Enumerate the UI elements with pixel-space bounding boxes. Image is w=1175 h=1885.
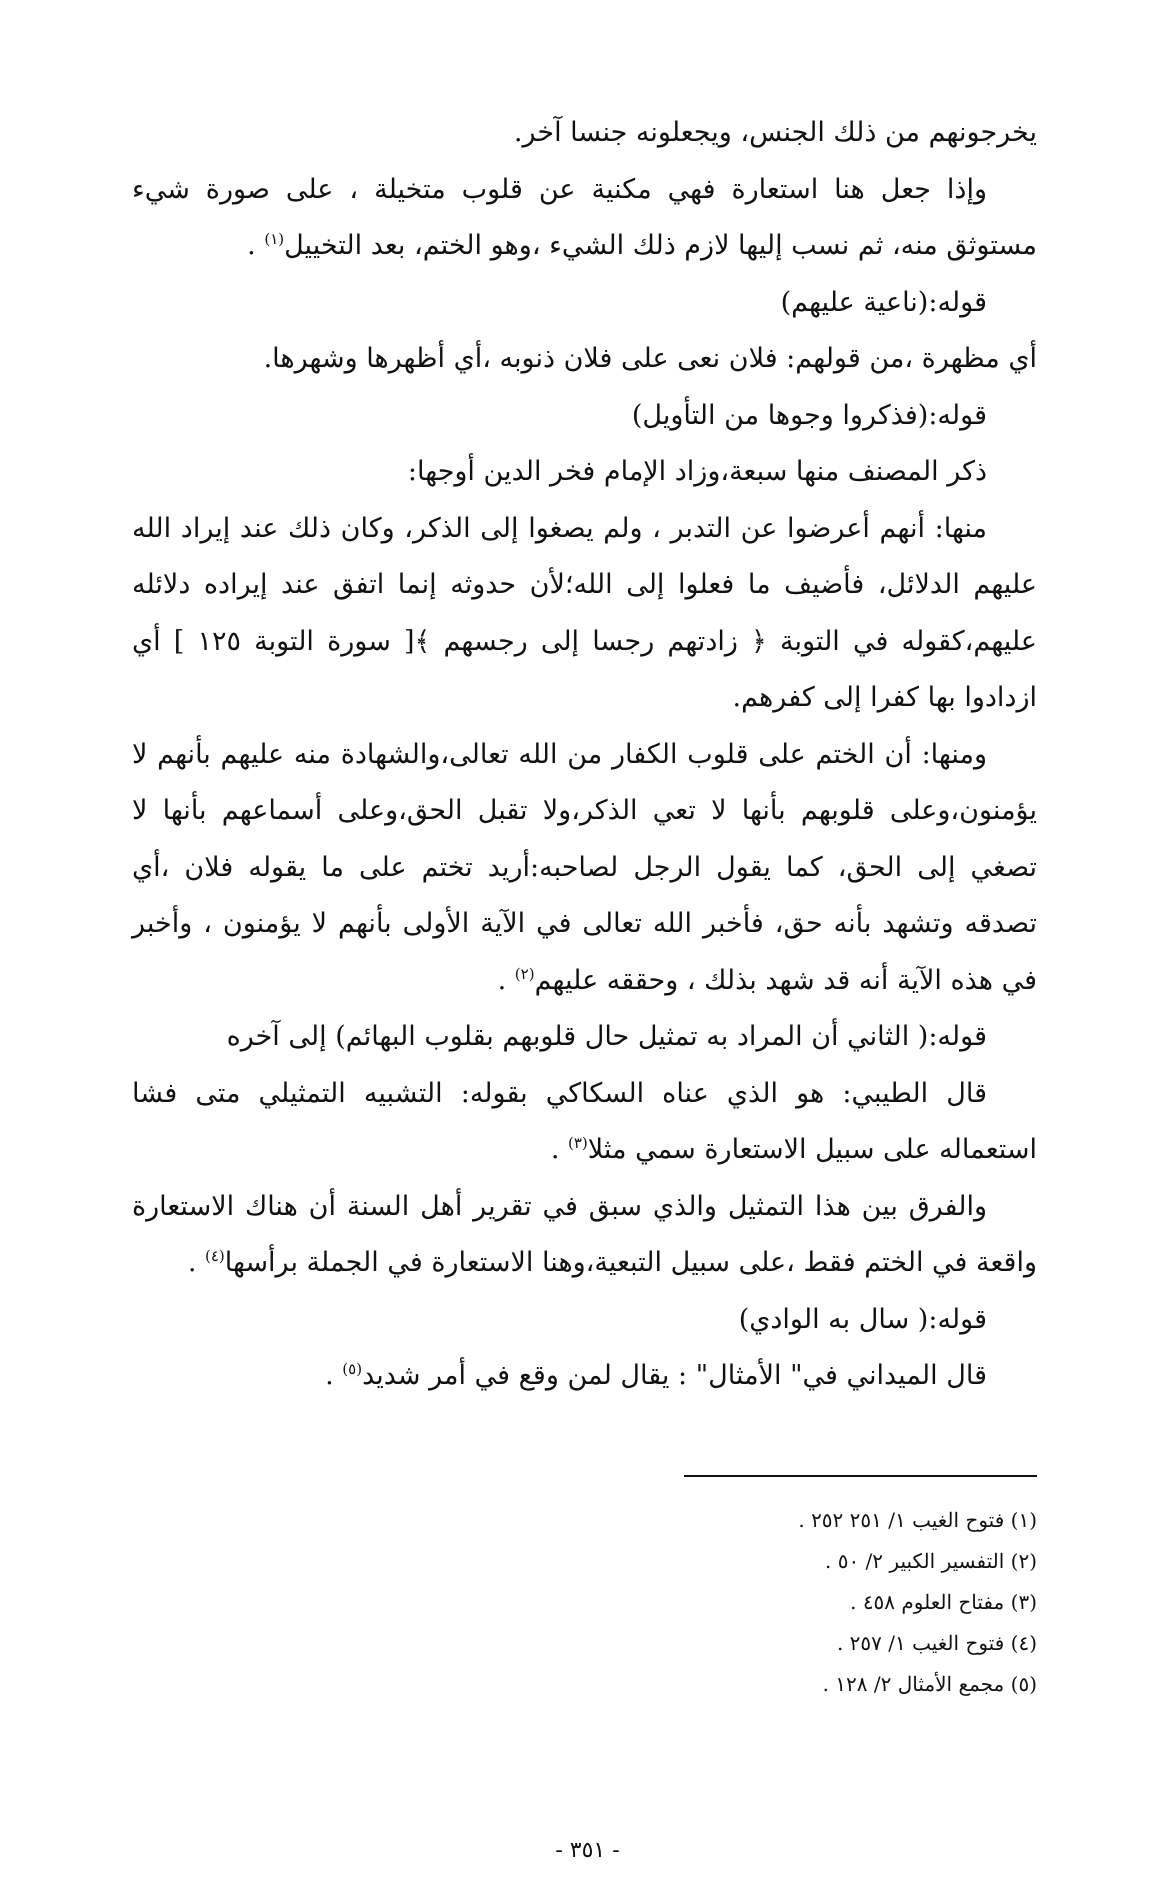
footnote-item: (١) فتوح الغيب ١/ ٢٥١ ٢٥٢ . [798, 1508, 1037, 1532]
footnote-item: (٤) فتوح الغيب ١/ ٢٥٧ . [836, 1631, 1037, 1655]
page-number: - ٣٥١ - [555, 1838, 620, 1863]
period: . [497, 964, 515, 996]
paragraph [132, 501, 1037, 727]
paragraph [132, 162, 1037, 275]
footnote-ref: (٣) [567, 1134, 588, 1152]
paragraph-text: أي مظهرة ،من قولهم: فلان نعى على فلان ذنوبه ،أي أظهرها وشهرها. [263, 343, 1037, 374]
main-text [132, 105, 1037, 1405]
period: . [247, 230, 265, 261]
footnote-ref: (٥) [342, 1360, 363, 1378]
paragraph [132, 1348, 1037, 1405]
period: . [550, 1134, 568, 1165]
footnote-ref: (٢) [514, 964, 535, 983]
period: . [187, 1247, 205, 1278]
paragraph-text: ومنها: أن الختم على قلوب الكفار من الله تعالى،والشهادة منه عليهم بأنهم لا يؤمنون،وعلى قلوبهم بأنها لا تعي الذكر،ولا تقبل الحق،وعلى أسماعهم بأنها لا تصغي إلى الحق، كما يقول الرجل لصاحبه:أريد تختم على ما يقوله فلان ،أي تصدقه وتشهد بأنه حق، فأخبر الله تعالى في الآية الأولى بأنهم لا يؤمنون ، وأخبر في هذه الآية أنه قد شهد بذلك ، وحققه عليهم [132, 738, 1037, 996]
paragraph-text: قوله:(فذكروا وجوها من التأويل) [631, 399, 987, 431]
quote-heading [132, 275, 1037, 332]
paragraph-text: قال الميداني في" الأمثال" : يقال لمن وقع في أمر شديد [362, 1360, 987, 1391]
period: . [325, 1360, 343, 1391]
footnote-divider [684, 1475, 1037, 1477]
paragraph [132, 331, 1037, 388]
paragraph-text: قوله:( الثاني أن المراد به تمثيل حال قلوبهم بقلوب البهائم) إلى آخره [226, 1021, 987, 1052]
paragraph [132, 727, 1037, 1010]
paragraph [132, 1066, 1037, 1179]
paragraph [132, 1179, 1037, 1292]
footnotes [437, 1500, 1037, 1705]
paragraph-text: قال الطيبي: هو الذي عناه السكاكي بقوله: التشبيه التمثيلي متى فشا استعماله على سبيل الاستعارة سمي مثلا [132, 1077, 1037, 1165]
quote-heading [132, 1292, 1037, 1349]
footnote-item: (٥) مجمع الأمثال ٢/ ١٢٨ . [822, 1672, 1037, 1696]
footnote-ref: (٤) [204, 1247, 225, 1265]
paragraph-text: والفرق بين هذا التمثيل والذي سبق في تقرير أهل السنة أن هناك الاستعارة واقعة في الختم فقط ،على سبيل التبعية،وهنا الاستعارة في الجملة برأسها [132, 1190, 1037, 1278]
footnote-item: (٣) مفتاح العلوم ٤٥٨ . [850, 1590, 1037, 1614]
paragraph [132, 105, 1037, 162]
paragraph-text: وإذا جعل هنا استعارة فهي مكنية عن قلوب متخيلة ، على صورة شيء مستوثق منه، ثم نسب إليها لازم ذلك الشيء ،وهو الختم، بعد التخييل [132, 173, 1037, 261]
paragraph-text: منها: أنهم أعرضوا عن التدبر ، ولم يصغوا إلى الذكر، وكان ذلك عند إيراد الله عليهم الدلائل، فأضيف ما فعلوا إلى الله؛لأن حدوثه إنما اتفق عند إيراده دلائله عليهم،كقوله في التوبة ﴿ زادتهم رجسا إلى رجسهم ﴾[ سورة التوبة ١٢٥ ] أي ازدادوا بها كفرا إلى كفرهم. [132, 512, 1037, 713]
footnote-ref: (١) [264, 230, 285, 248]
quote-heading [132, 388, 1037, 445]
quote-heading [132, 1009, 1037, 1066]
paragraph-text: قوله:( سال به الوادي) [738, 1303, 987, 1335]
paragraph-text: يخرجونهم من ذلك الجنس، ويجعلونه جنسا آخر. [513, 117, 1037, 148]
paragraph [132, 444, 1037, 501]
footnote-item: (٢) التفسير الكبير ٢/ ٥٠ . [824, 1549, 1037, 1573]
paragraph-text: قوله:(ناعية عليهم) [780, 286, 987, 318]
paragraph-text: ذكر المصنف منها سبعة،وزاد الإمام فخر الدين أوجها: [407, 456, 987, 487]
